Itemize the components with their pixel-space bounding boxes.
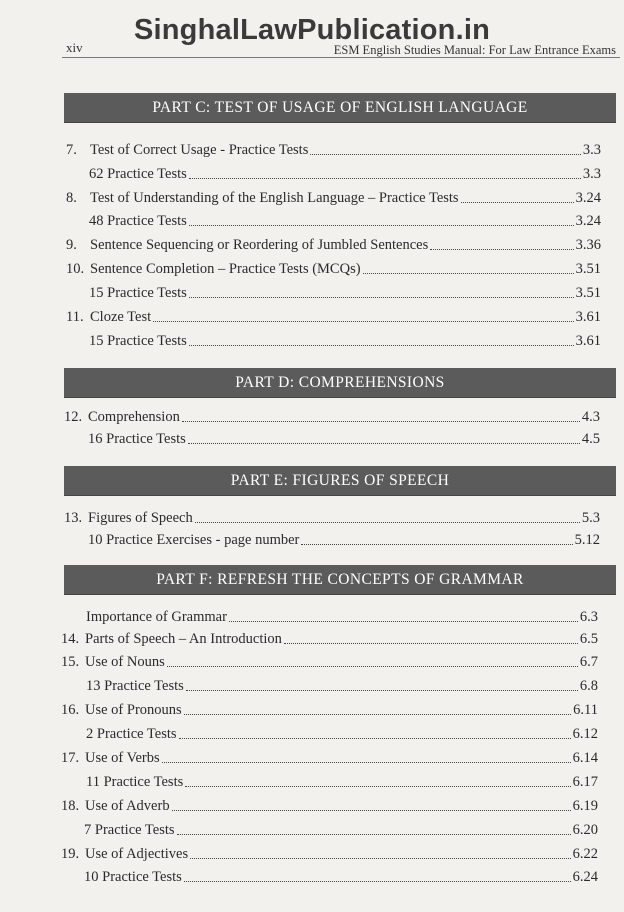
dot-leader xyxy=(167,666,578,667)
entry-title: 2 Practice Tests xyxy=(86,726,177,742)
entry-title: 16 Practice Tests xyxy=(88,431,186,447)
dot-leader xyxy=(189,345,574,346)
dot-leader xyxy=(179,738,571,739)
entry-number: 18. xyxy=(61,798,80,814)
entry-title: Use of Nouns xyxy=(85,654,165,670)
entry-page: 6.12 xyxy=(572,726,598,742)
toc-entry[interactable] xyxy=(61,697,598,719)
entry-title: Comprehension xyxy=(88,409,180,425)
entry-title: 15 Practice Tests xyxy=(89,285,187,301)
entry-page: 3.61 xyxy=(575,309,601,325)
entry-page: 3.3 xyxy=(582,166,601,182)
header-rule xyxy=(62,57,620,58)
entry-number: 14. xyxy=(61,631,80,647)
entry-number: 7. xyxy=(66,142,77,158)
entry-page: 4.5 xyxy=(581,431,600,447)
entry-title: 7 Practice Tests xyxy=(84,822,175,838)
toc-entry[interactable] xyxy=(66,185,601,207)
toc-entry[interactable] xyxy=(64,505,600,527)
toc-entry[interactable] xyxy=(66,137,601,159)
watermark: SinghalLawPublication.in xyxy=(133,14,491,46)
entry-page: 3.51 xyxy=(575,285,601,301)
entry-page: 6.17 xyxy=(572,774,598,790)
entry-page: 6.3 xyxy=(579,609,598,625)
dot-leader xyxy=(190,858,571,859)
toc-entry[interactable] xyxy=(84,864,598,886)
toc-entry[interactable] xyxy=(61,626,598,648)
entry-number: 15. xyxy=(61,654,80,670)
entry-page: 5.3 xyxy=(581,510,600,526)
entry-number: 19. xyxy=(61,846,80,862)
toc-entry[interactable] xyxy=(89,280,601,302)
toc-entry[interactable] xyxy=(66,304,601,326)
entry-number: 16. xyxy=(61,702,80,718)
entry-title: Test of Correct Usage - Practice Tests xyxy=(90,142,309,158)
entry-page: 3.24 xyxy=(575,190,601,206)
toc-entry[interactable] xyxy=(61,745,598,767)
dot-leader xyxy=(189,225,574,226)
entry-title: Importance of Grammar xyxy=(86,609,227,625)
toc-entry[interactable] xyxy=(89,208,601,230)
entry-title: Use of Adverb xyxy=(85,798,170,814)
entry-page: 6.14 xyxy=(572,750,598,766)
part-d-banner-row xyxy=(0,368,624,397)
entry-title: 48 Practice Tests xyxy=(89,213,187,229)
entry-title: 10 Practice Tests xyxy=(84,869,182,885)
toc-entry[interactable] xyxy=(89,328,601,350)
entry-page: 6.7 xyxy=(579,654,598,670)
entry-title: 11 Practice Tests xyxy=(86,774,184,790)
dot-leader xyxy=(461,202,574,203)
toc-entry[interactable] xyxy=(88,527,600,549)
dot-leader xyxy=(189,297,574,298)
entry-title: 10 Practice Exercises - page number xyxy=(88,532,300,548)
entry-title: Sentence Sequencing or Reordering of Jumbled Sentences xyxy=(90,237,429,253)
entry-title: Test of Understanding of the English Language – Practice Tests xyxy=(90,190,459,206)
entry-page: 6.8 xyxy=(579,678,598,694)
dot-leader xyxy=(430,249,573,250)
toc-entry[interactable] xyxy=(61,793,598,815)
entry-page: 3.3 xyxy=(582,142,601,158)
entry-number: 17. xyxy=(61,750,80,766)
dot-leader xyxy=(186,690,578,691)
entry-title: Parts of Speech – An Introduction xyxy=(85,631,282,647)
dot-leader xyxy=(172,810,571,811)
entry-number: 9. xyxy=(66,237,77,253)
entry-title: Sentence Completion – Practice Tests (MCQs) xyxy=(90,261,361,277)
toc-entry[interactable] xyxy=(86,673,598,695)
part-d-banner: PART D: COMPREHENSIONS xyxy=(64,368,616,397)
dot-leader xyxy=(182,421,580,422)
entry-page: 6.22 xyxy=(572,846,598,862)
entry-number: 11. xyxy=(66,309,84,325)
toc-entry[interactable] xyxy=(61,841,598,863)
dot-leader xyxy=(229,621,578,622)
toc-entry[interactable] xyxy=(86,721,598,743)
entry-title: 62 Practice Tests xyxy=(89,166,187,182)
entry-title: Cloze Test xyxy=(90,309,152,325)
dot-leader xyxy=(310,154,581,155)
entry-title: Use of Verbs xyxy=(85,750,160,766)
entry-page: 5.12 xyxy=(574,532,600,548)
toc-entry[interactable] xyxy=(86,604,598,626)
toc-entry[interactable] xyxy=(89,161,601,183)
entry-number: 12. xyxy=(64,409,83,425)
part-f-banner-row xyxy=(0,565,624,594)
dot-leader xyxy=(184,881,571,882)
entry-number: 13. xyxy=(64,510,83,526)
entry-page: 3.61 xyxy=(575,333,601,349)
toc-entry[interactable] xyxy=(61,649,598,671)
dot-leader xyxy=(153,321,573,322)
toc-entry[interactable] xyxy=(88,426,600,448)
dot-leader xyxy=(162,762,571,763)
entry-page: 6.20 xyxy=(572,822,598,838)
dot-leader xyxy=(188,443,580,444)
entry-title: Use of Adjectives xyxy=(85,846,189,862)
entry-page: 6.5 xyxy=(579,631,598,647)
entry-number: 10. xyxy=(66,261,85,277)
dot-leader xyxy=(184,714,571,715)
entry-page: 3.24 xyxy=(575,213,601,229)
entry-page: 6.19 xyxy=(572,798,598,814)
entry-title: 15 Practice Tests xyxy=(89,333,187,349)
entry-number: 8. xyxy=(66,190,77,206)
toc-entry[interactable] xyxy=(86,769,598,791)
part-f-banner: PART F: REFRESH THE CONCEPTS OF GRAMMAR xyxy=(64,565,616,594)
entry-page: 6.24 xyxy=(572,869,598,885)
dot-leader xyxy=(363,273,574,274)
dot-leader xyxy=(189,178,581,179)
part-c-banner: PART C: TEST OF USAGE OF ENGLISH LANGUAGE xyxy=(64,93,616,122)
part-e-banner-row xyxy=(0,466,624,495)
dot-leader xyxy=(177,834,571,835)
toc-entry[interactable] xyxy=(84,817,598,839)
toc-entry[interactable] xyxy=(66,256,601,278)
part-e-banner: PART E: FIGURES OF SPEECH xyxy=(64,466,616,495)
toc-entry[interactable] xyxy=(64,404,600,426)
dot-leader xyxy=(284,643,578,644)
toc-entry[interactable] xyxy=(66,232,601,254)
part-c-banner-row xyxy=(0,93,624,122)
entry-page: 4.3 xyxy=(581,409,600,425)
entry-title: Use of Pronouns xyxy=(85,702,182,718)
entry-title: Figures of Speech xyxy=(88,510,193,526)
entry-page: 3.36 xyxy=(575,237,601,253)
page-number: xiv xyxy=(66,40,83,55)
dot-leader xyxy=(185,786,570,787)
dot-leader xyxy=(301,544,572,545)
dot-leader xyxy=(195,522,580,523)
running-head: ESM English Studies Manual: For Law Entrance Exams xyxy=(333,43,616,57)
entry-title: 13 Practice Tests xyxy=(86,678,184,694)
entry-page: 3.51 xyxy=(575,261,601,277)
entry-page: 6.11 xyxy=(573,702,598,718)
